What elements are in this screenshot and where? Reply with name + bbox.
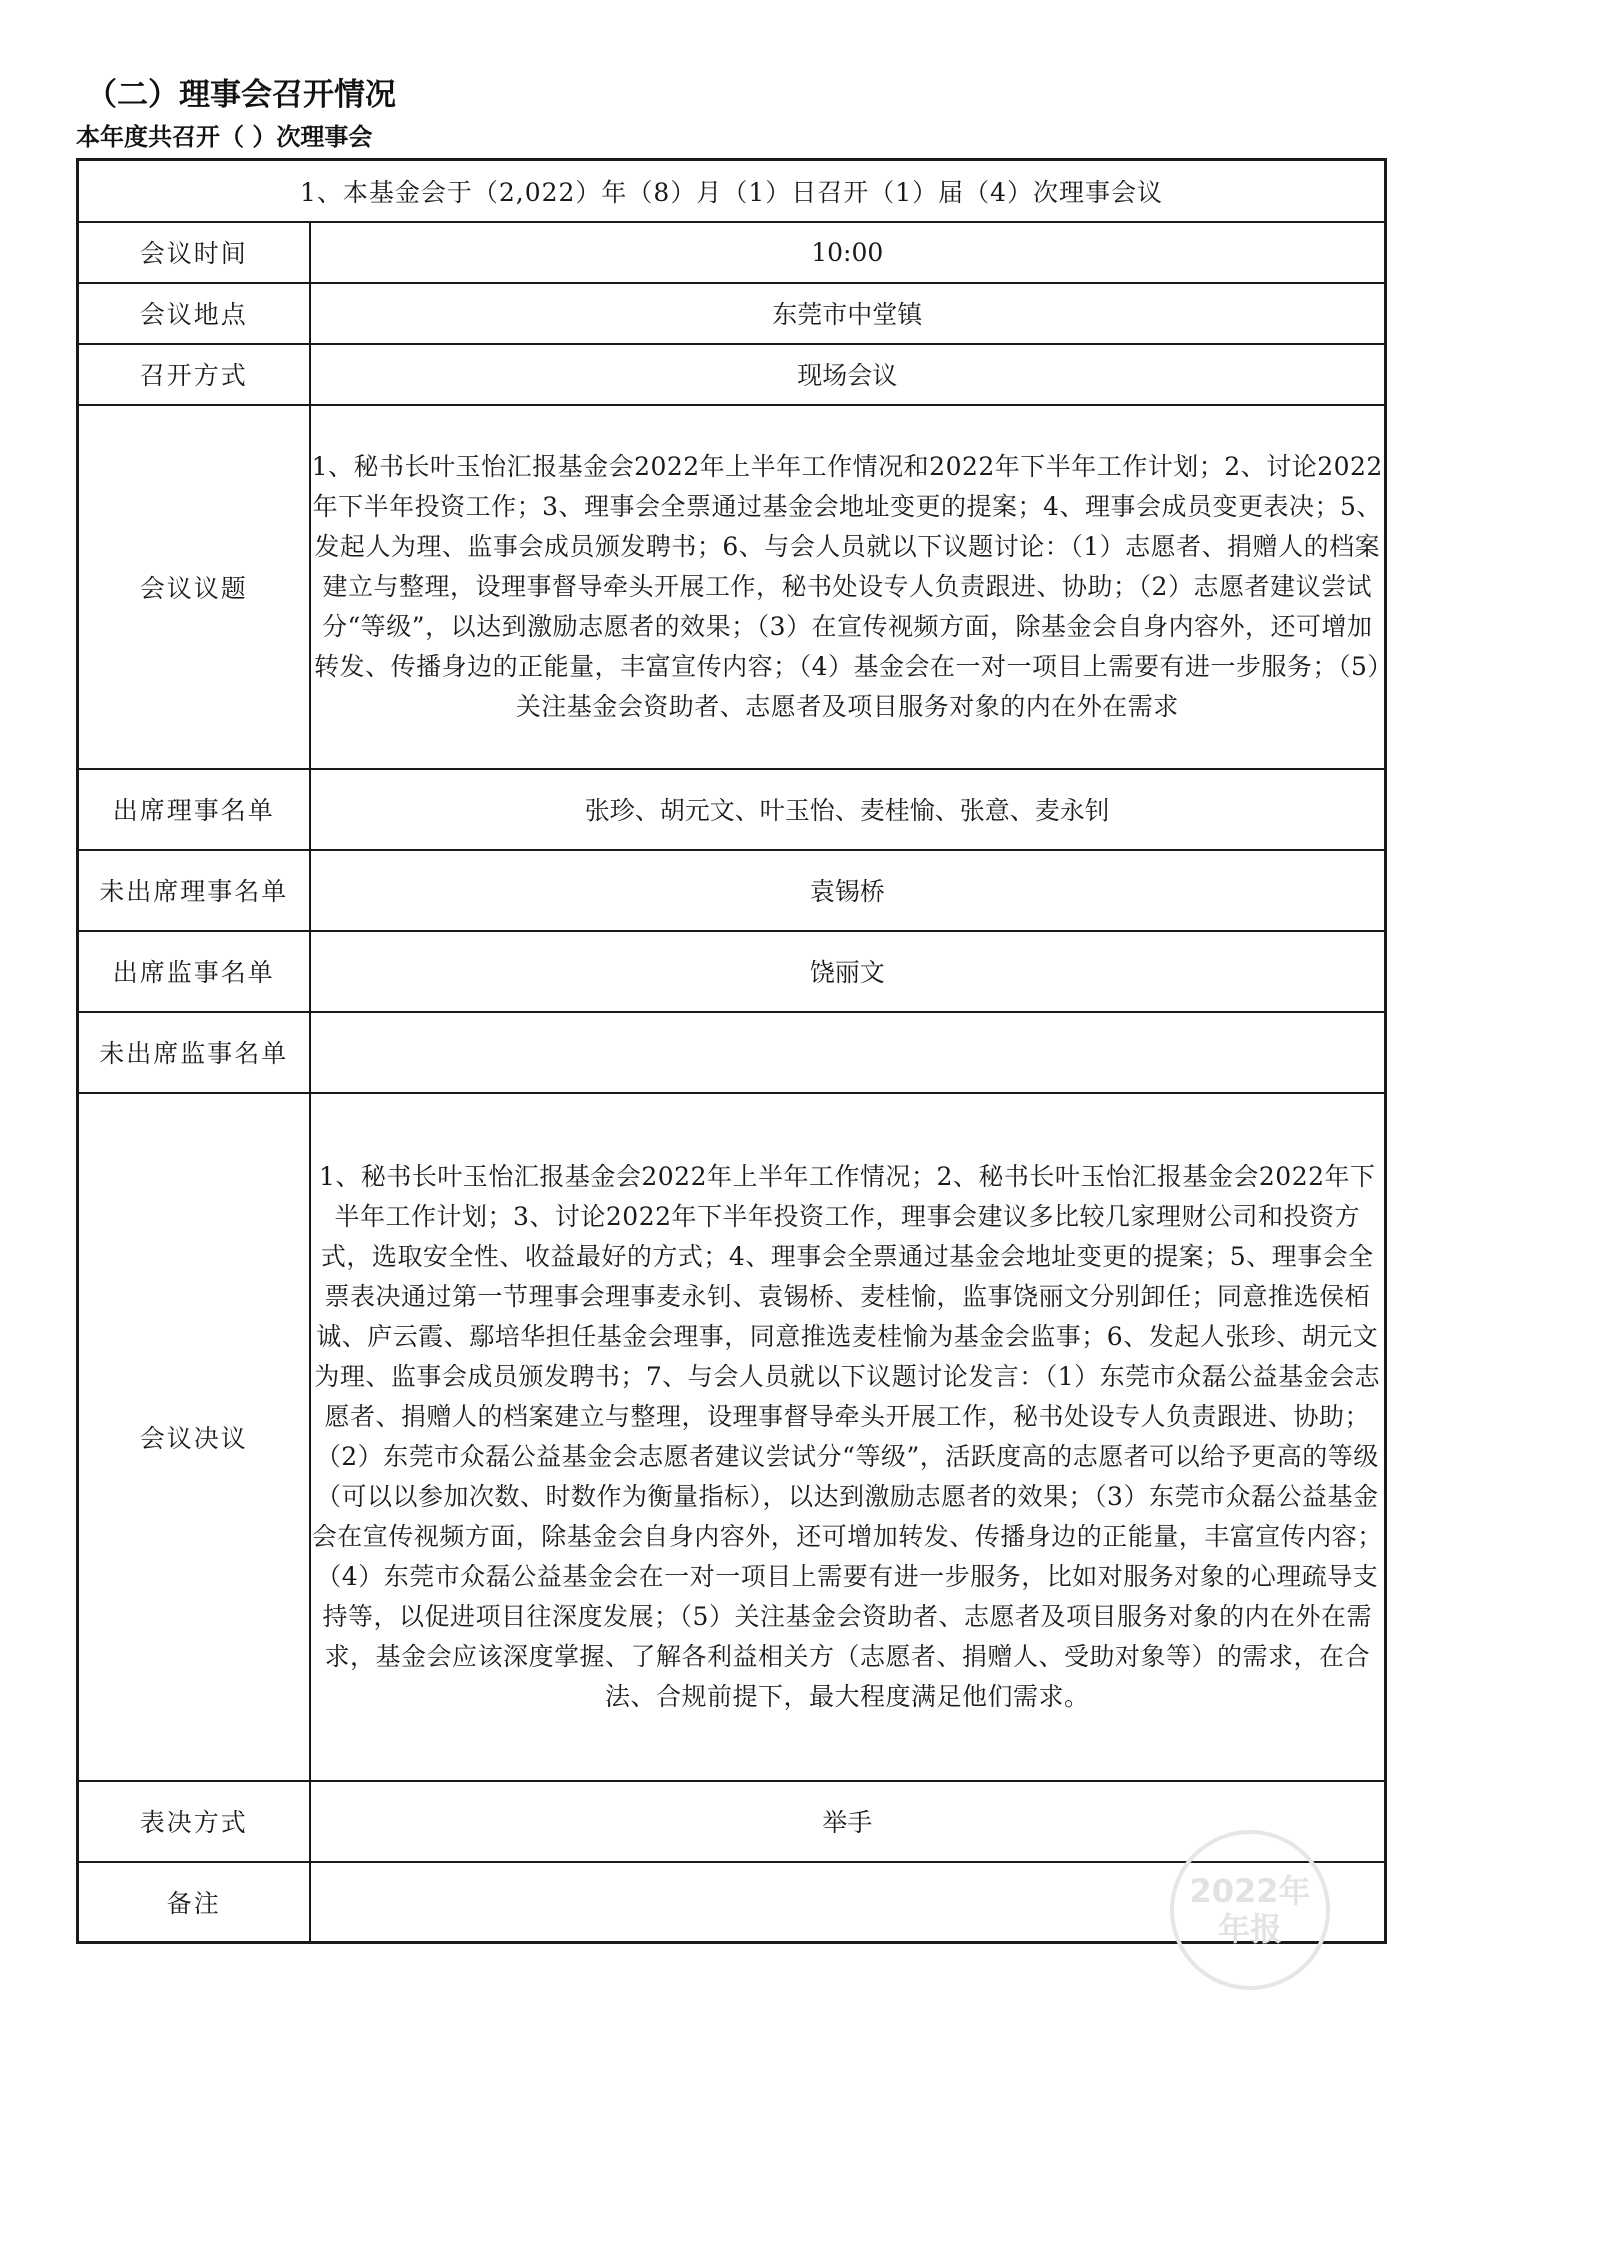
voting-method-label: 表决方式 — [78, 1781, 310, 1862]
table-row — [78, 405, 1386, 769]
meeting-topics-label: 会议议题 — [78, 405, 310, 769]
present-supervisors-label: 出席监事名单 — [78, 931, 310, 1012]
present-directors-label: 出席理事名单 — [78, 769, 310, 850]
voting-method-value: 举手 — [310, 1781, 1386, 1862]
meeting-location-label: 会议地点 — [78, 283, 310, 344]
table-row — [78, 1012, 1386, 1093]
absent-supervisors-value — [310, 1012, 1386, 1093]
remarks-label: 备注 — [78, 1862, 310, 1943]
meeting-time-label: 会议时间 — [78, 222, 310, 283]
meeting-topics-value: 1、秘书长叶玉怡汇报基金会2022年上半年工作情况和2022年下半年工作计划；2、讨论2022年下半年投资工作；3、理事会全票通过基金会地址变更的提案；4、理事会成员变更表决；5、发起人为理、监事会成员颁发聘书；6、与会人员就以下议题讨论：（1）志愿者、捐赠人的档案建立与整理，设理事督导牵头开展工作，秘书处设专人负责跟进、协助；（2）志愿者建议尝试分“等级”，以达到激励志愿者的效果；（3）在宣传视频方面，除基金会自身内容外，还可增加转发、传播身边的正能量，丰富宣传内容；（4）基金会在一对一项目上需要有进一步服务；（5）关注基金会资助者、志愿者及项目服务对象的内在外在需求 — [310, 405, 1386, 769]
meeting-title: 1、本基金会于（2,022）年（8）月（1）日召开（1）届（4）次理事会议 — [78, 160, 1386, 222]
absent-supervisors-label: 未出席监事名单 — [78, 1012, 310, 1093]
meeting-time-value: 10:00 — [310, 222, 1386, 283]
meeting-resolution-value: 1、秘书长叶玉怡汇报基金会2022年上半年工作情况；2、秘书长叶玉怡汇报基金会2022年下半年工作计划；3、讨论2022年下半年投资工作，理事会建议多比较几家理财公司和投资方式，选取安全性、收益最好的方式；4、理事会全票通过基金会地址变更的提案；5、理事会全票表决通过第一节理事会理事麦永钊、袁锡桥、麦桂愉，监事饶丽文分别卸任；同意推选侯栢诚、庐云霞、鄢培华担任基金会理事，同意推选麦桂愉为基金会监事；6、发起人张珍、胡元文为理、监事会成员颁发聘书；7、与会人员就以下议题讨论发言：（1）东莞市众磊公益基金会志愿者、捐赠人的档案建立与整理，设理事督导牵头开展工作，秘书处设专人负责跟进、协助；（2）东莞市众磊公益基金会志愿者建议尝试分“等级”，活跃度高的志愿者可以给予更高的等级（可以以参加次数、时数作为衡量指标），以达到激励志愿者的效果；（3）东莞市众磊公益基金会在宣传视频方面，除基金会自身内容外，还可增加转发、传播身边的正能量，丰富宣传内容；（4）东莞市众磊公益基金会在一对一项目上需要有进一步服务，比如对服务对象的心理疏导支持等，以促进项目往深度发展；（5）关注基金会资助者、志愿者及项目服务对象的内在外在需求，基金会应该深度掌握、了解各利益相关方（志愿者、捐赠人、受助对象等）的需求，在合法、合规前提下，最大程度满足他们需求。 — [310, 1093, 1386, 1781]
table-row — [78, 850, 1386, 931]
table-row — [78, 222, 1386, 283]
table-row — [78, 1862, 1386, 1943]
present-supervisors-value: 饶丽文 — [310, 931, 1386, 1012]
present-directors-value: 张珍、胡元文、叶玉怡、麦桂愉、张意、麦永钊 — [310, 769, 1386, 850]
meeting-title-row — [78, 160, 1386, 222]
board-meeting-table — [76, 158, 1387, 1944]
table-row — [78, 1093, 1386, 1781]
meeting-method-value: 现场会议 — [310, 344, 1386, 405]
watermark-name: 年报 — [1217, 1910, 1282, 1948]
meeting-method-label: 召开方式 — [78, 344, 310, 405]
table-row — [78, 344, 1386, 405]
meeting-resolution-label: 会议决议 — [78, 1093, 310, 1781]
absent-directors-value: 袁锡桥 — [310, 850, 1386, 931]
section-title: （二）理事会召开情况 — [86, 77, 396, 113]
watermark-year: 2022年 — [1189, 1872, 1311, 1910]
table-row — [78, 931, 1386, 1012]
remarks-value — [310, 1862, 1386, 1943]
table-row — [78, 769, 1386, 850]
meeting-location-value: 东莞市中堂镇 — [310, 283, 1386, 344]
table-row — [78, 283, 1386, 344]
table-row — [78, 1781, 1386, 1862]
absent-directors-label: 未出席理事名单 — [78, 850, 310, 931]
meeting-count-subtitle: 本年度共召开（ ）次理事会 — [76, 123, 373, 151]
